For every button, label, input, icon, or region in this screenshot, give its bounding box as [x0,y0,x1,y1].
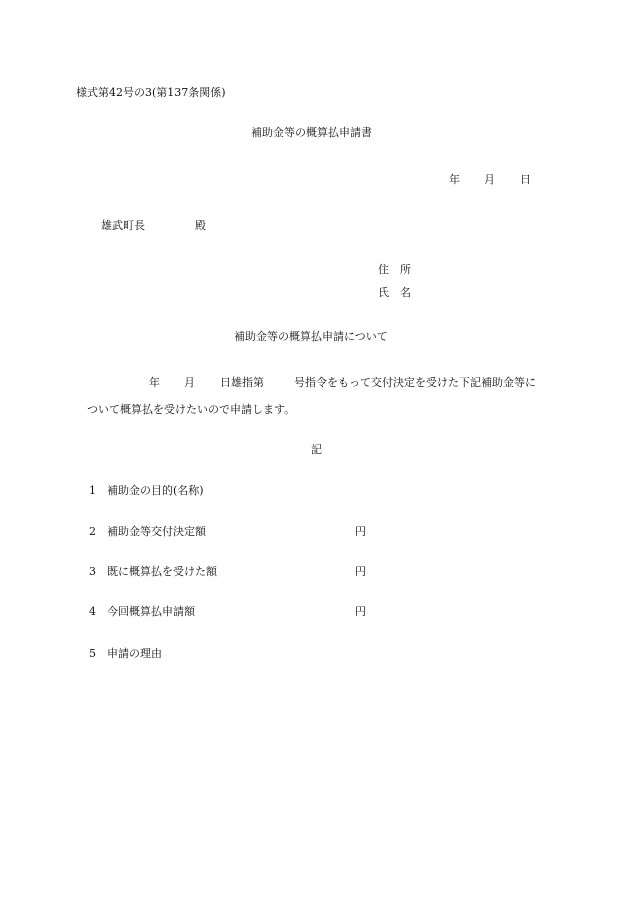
item-number: 5 [89,647,96,660]
addressee-honorific: 殿 [195,219,206,232]
body-line-1 [0,377,630,391]
item-number: 1 [89,484,96,497]
list-item [0,566,630,580]
body-month-label: 月 [184,376,195,389]
item-label: 既に概算払を受けた額 [107,565,217,578]
list-item [0,526,630,540]
date-year-label: 年 [449,173,460,186]
list-item [0,485,630,499]
date-day-label: 日 [520,173,531,186]
date-month-label: 月 [484,173,495,186]
date-line [0,174,630,188]
body-day-prefix: 日雄指第 [220,376,264,389]
item-number: 4 [89,605,96,618]
item-number: 2 [89,525,96,538]
body-year-label: 年 [149,376,160,389]
applicant-address-label: 住 所 [378,263,411,276]
addressee-name: 雄武町長 [101,219,145,232]
item-unit: 円 [355,525,366,538]
subject-heading: 補助金等の概算払申請について [234,330,388,343]
ki-marker: 記 [311,443,322,456]
item-unit: 円 [355,605,366,618]
body-line-2: ついて概算払を受けたいので申請します。 [87,403,296,416]
item-unit: 円 [355,565,366,578]
list-item [0,606,630,620]
item-label: 補助金等交付決定額 [107,525,206,538]
body-line-1-text: 号指令をもって交付決定を受けた下記補助金等に [294,376,536,389]
applicant-name-label: 氏 名 [378,286,411,299]
item-label: 今回概算払申請額 [107,605,195,618]
item-label: 補助金の目的(名称) [107,484,204,497]
item-label: 申請の理由 [107,647,162,660]
item-number: 3 [89,565,96,578]
form-title: 補助金等の概算払申請書 [251,126,372,139]
form-number: 様式第42号の3(第137条関係) [76,86,226,99]
list-item [0,648,630,662]
